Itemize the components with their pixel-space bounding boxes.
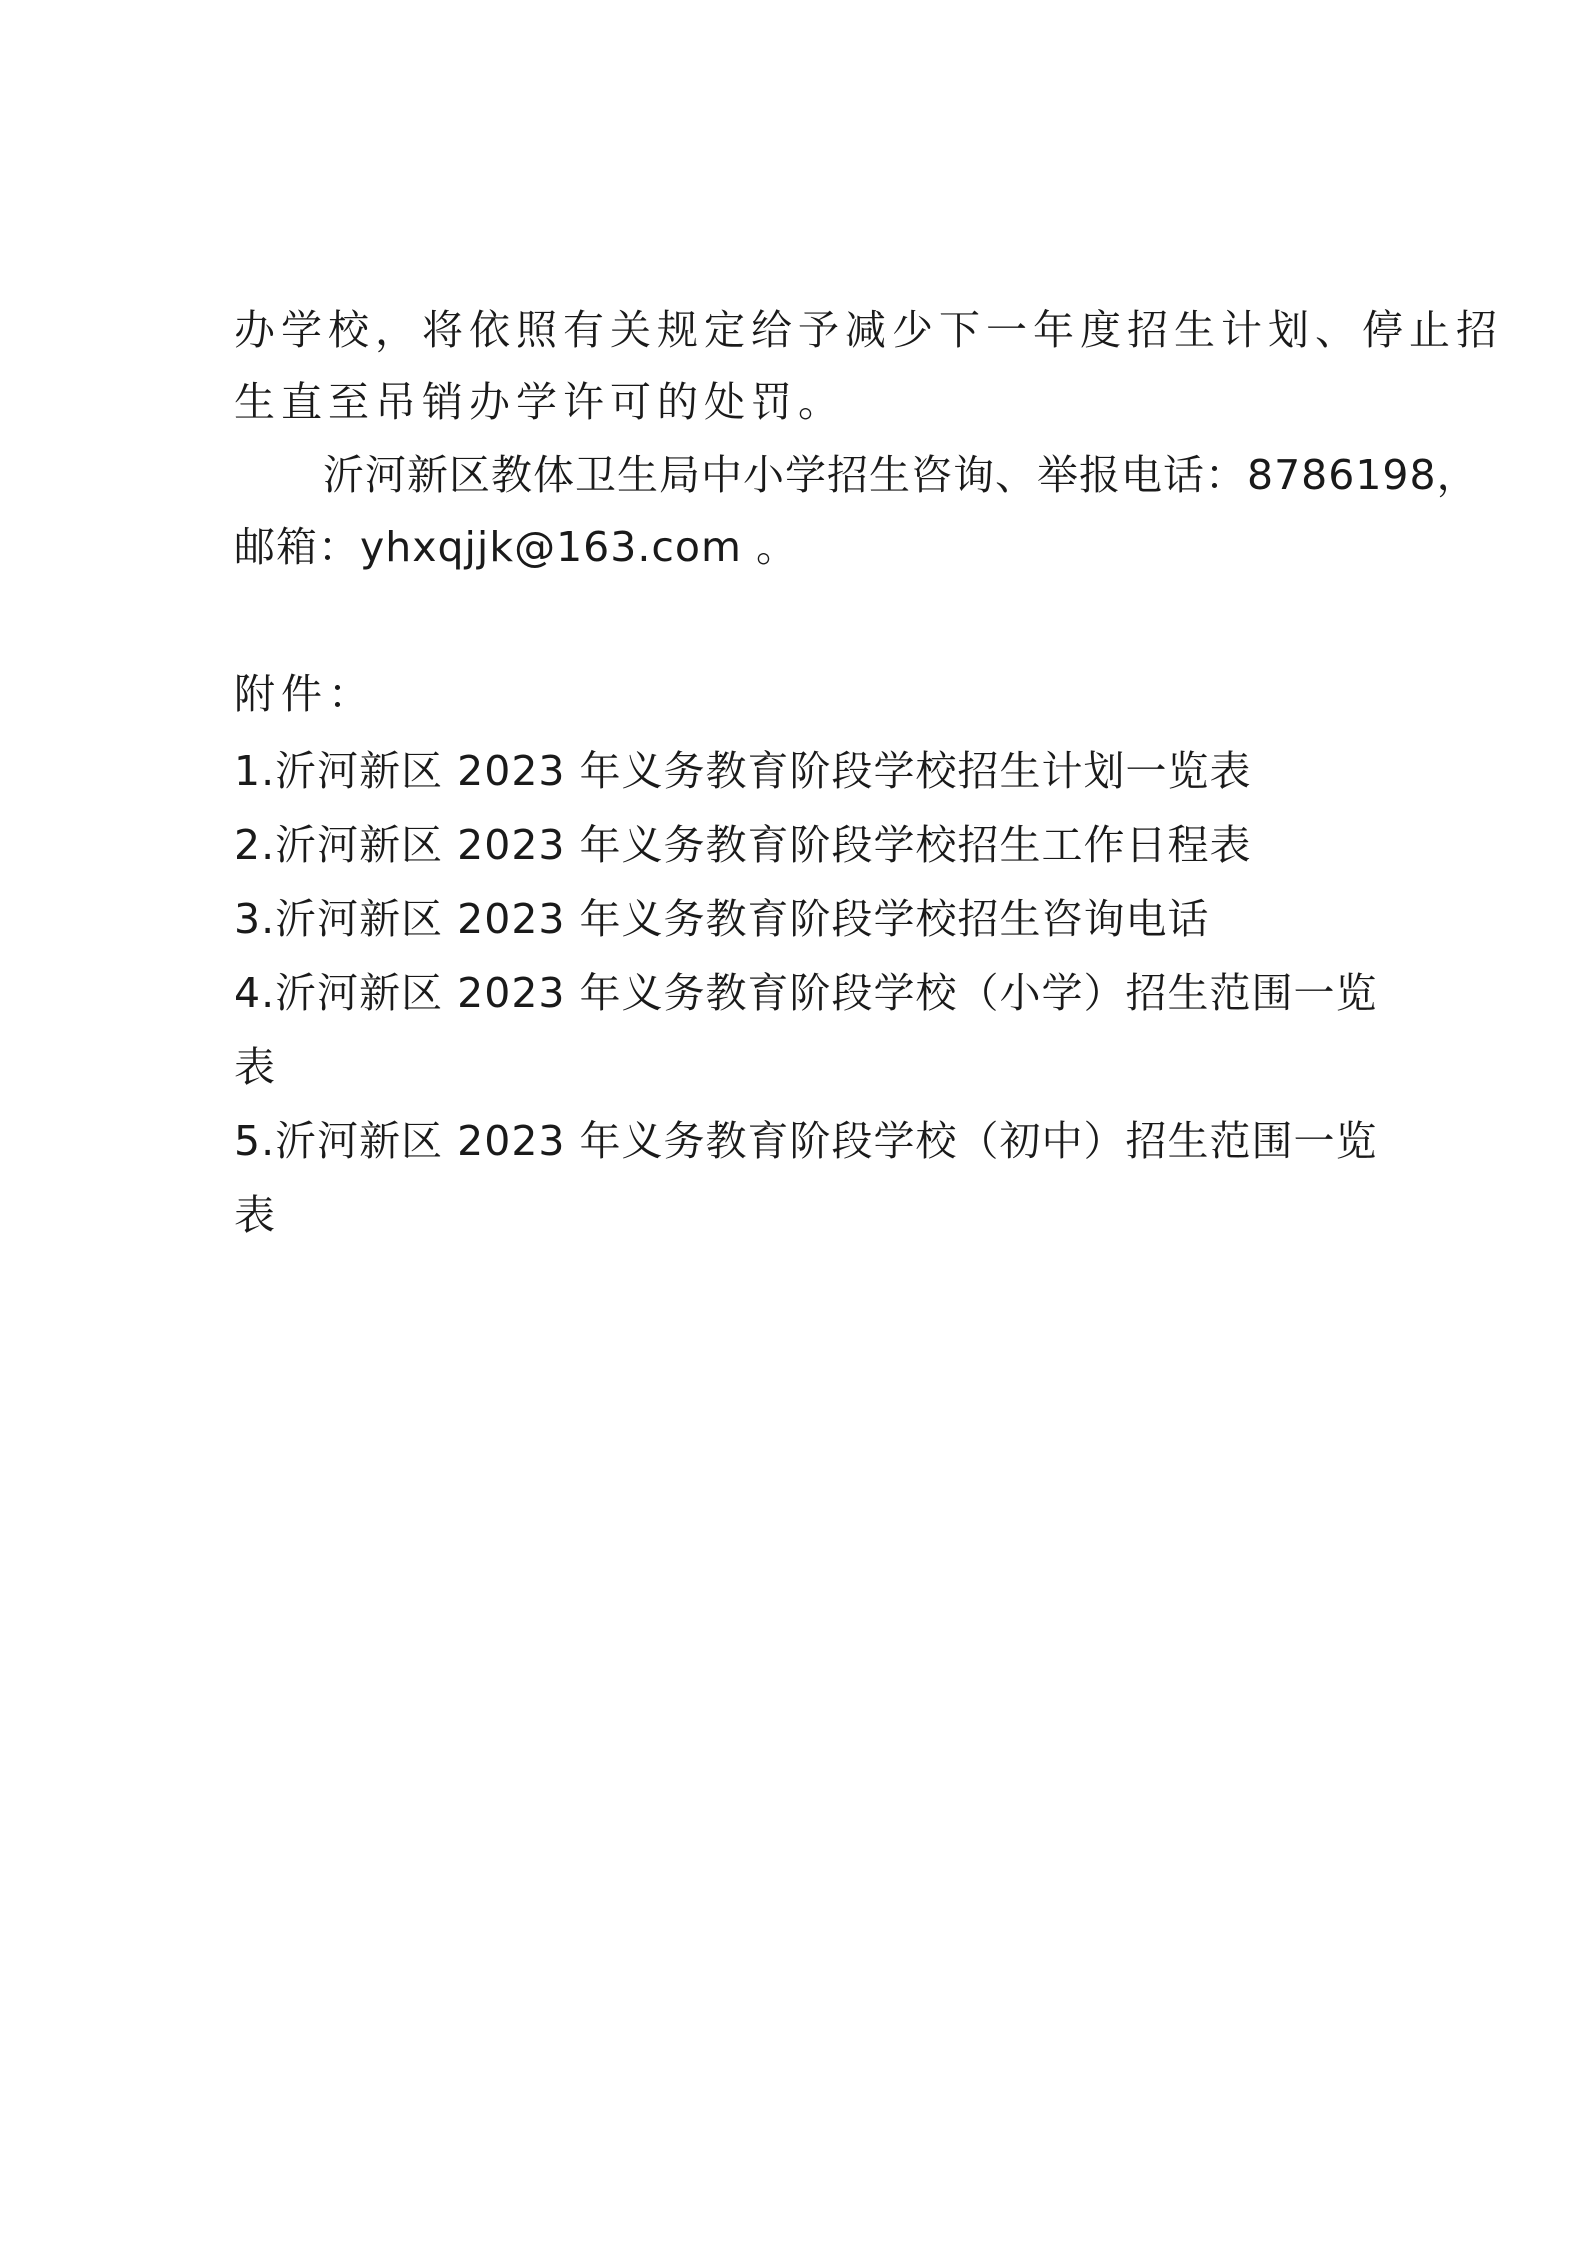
attachment-item: 3.沂河新区 2023 年义务教育阶段学校招生咨询电话 (234, 895, 1210, 943)
paragraph-text: 办学校，将依照有关规定给予减少下一年度招生计划、停止招 (234, 306, 1503, 354)
paragraph-text: 生直至吊销办学许可的处罚。 (234, 378, 845, 426)
contact-phone-text: 沂河新区教体卫生局中小学招生咨询、举报电话：8786198， (323, 451, 1479, 499)
attachment-item: 4.沂河新区 2023 年义务教育阶段学校（小学）招生范围一览 (234, 969, 1378, 1017)
contact-email-text: 邮箱：yhxqjjk@163.com 。 (234, 523, 798, 571)
attachment-item: 5.沂河新区 2023 年义务教育阶段学校（初中）招生范围一览 (234, 1117, 1378, 1165)
attachment-item: 2.沂河新区 2023 年义务教育阶段学校招生工作日程表 (234, 821, 1252, 869)
attachment-item: 1.沂河新区 2023 年义务教育阶段学校招生计划一览表 (234, 747, 1252, 795)
attachments-heading: 附件： (234, 670, 375, 718)
attachment-item-continuation: 表 (234, 1191, 276, 1239)
attachment-item-continuation: 表 (234, 1043, 276, 1091)
